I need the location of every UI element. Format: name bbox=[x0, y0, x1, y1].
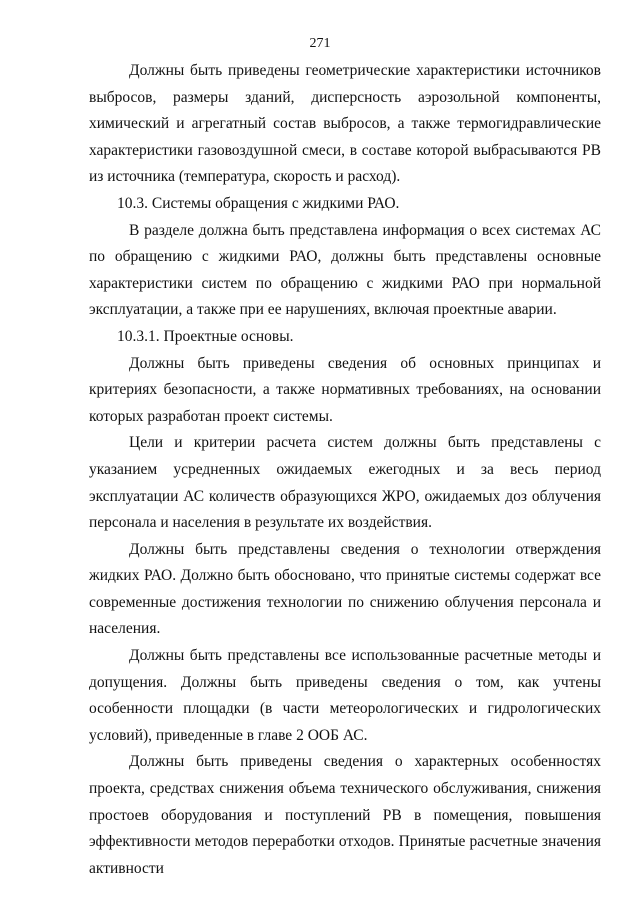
paragraph-solidification-technology: Должны быть представлены сведения о технологии отверждения жидких РАО. Должно быть обосновано, что принятые системы содержат все современные достижения технологии по снижению облучения персонала и населения. bbox=[89, 540, 601, 638]
paragraph-design-features: Должны быть приведены сведения о характерных особенностях проекта, средствах снижения объема технического обслуживания, снижения простоев оборудования и поступлений РВ в помещения, повышения эффективности методов переработки отходов. Принятые расчетные значения активности bbox=[89, 753, 601, 877]
paragraph-calculation-methods: Должны быть представлены все использованные расчетные методы и допущения. Должны быть приведены сведения о том, как учтены особенности площадки (в части метеорологических и гидрологических условий), приведенные в главе 2 ООБ АС. bbox=[89, 647, 601, 744]
document-body bbox=[89, 58, 601, 882]
paragraph-liquid-waste-info: В разделе должна быть представлена информация о всех системах АС по обращению с жидкими РАО, должны быть представлены основные характеристики систем по обращению с жидкими РАО при нормальной эксплуатации, а также при ее нарушениях, включая проектные аварии. bbox=[89, 221, 601, 319]
paragraph-safety-principles: Должны быть приведены сведения об основных принципах и критериях безопасности, а также нормативных требованиях, на основании которых разработан проект системы. bbox=[89, 354, 601, 425]
page-number: 271 bbox=[309, 36, 331, 51]
paragraph-emission-sources: Должны быть приведены геометрические характеристики источников выбросов, размеры зданий, дисперсность аэрозольной компоненты, химический и агрегатный состав выбросов, а также термогидравлические характеристики газовоздушной смеси, в составе которой выбрасываются РВ из источника (температура, скорость и расход). bbox=[89, 62, 601, 186]
section-heading-liquid-waste-systems: 10.3. Системы обращения с жидкими РАО. bbox=[117, 194, 400, 212]
subsection-heading-design-basis: 10.3.1. Проектные основы. bbox=[117, 327, 294, 345]
paragraph-calculation-criteria: Цели и критерии расчета систем должны быть представлены с указанием усредненных ожидаемых ежегодных и за весь период эксплуатации АС количеств образующихся ЖРО, ожидаемых доз облучения персонала и населения в результате их воздействия. bbox=[89, 434, 601, 532]
